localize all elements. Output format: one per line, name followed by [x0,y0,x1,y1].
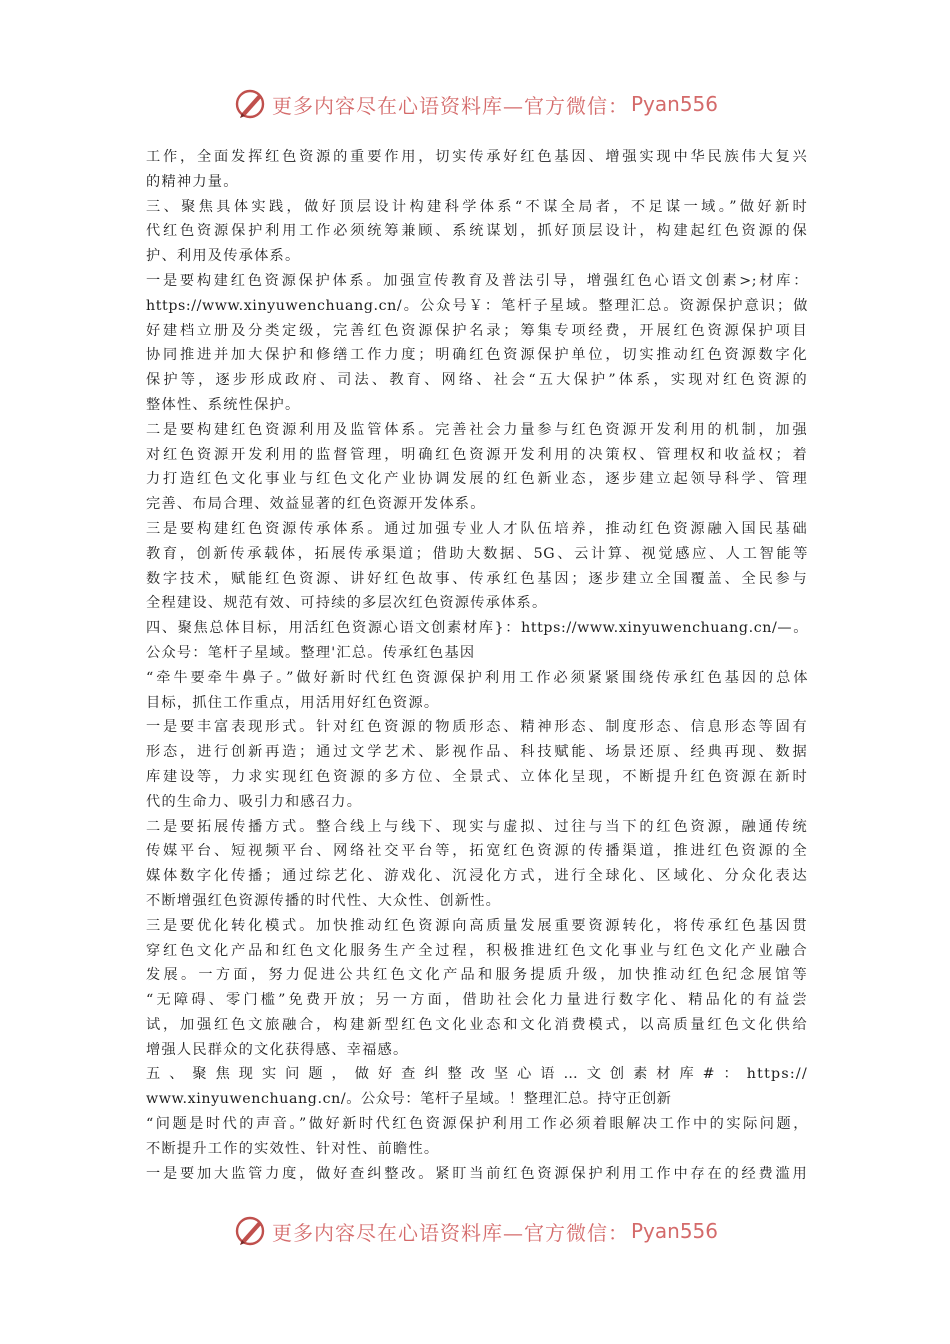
text-line: 五、聚焦现实问题，做好查纠整改坚心语…文创素材库#：https:// [146,1066,808,1083]
text-line: 一是要丰富表现形式。针对红色资源的物质形态、精神形态、制度形态、信息形态等固有 [146,719,808,736]
header-banner [0,84,950,124]
text-line: 不断增强红色资源传播的时代性、大众性、创新性。 [146,892,502,909]
document-body [146,145,808,1186]
text-line: 协同推进并加大保护和修缮工作力度；明确红色资源保护单位，切实推动红色资源数字化 [146,347,808,364]
text-line: 试，加强红色文旅融合，构建新型红色文化业态和文化消费模式，以高质量红色文化供给 [146,1016,808,1033]
text-line: 形态，进行创新再造；通过文学艺术、影视作品、科技赋能、场景还原、经典再现、数据 [146,744,808,761]
text-line: 护、利用及传承体系。 [146,248,301,265]
text-line: 整体性、系统性保护。 [146,396,301,413]
footer-banner-id: Pyan556 [630,1219,718,1243]
text-line: 穿红色文化产品和红色文化服务生产全过程，积极推进红色文化事业与红色文化产业融合 [146,942,808,959]
text-line: 数字技术，赋能红色资源、讲好红色故事、传承红色基因；逐步建立全国覆盖、全民参与 [146,570,808,587]
text-line: “牵牛要牵牛鼻子。”做好新时代红色资源保护利用工作必须紧紧围绕传承红色基因的总体 [146,669,808,686]
text-line: 二是要构建红色资源利用及监管体系。完善社会力量参与红色资源开发利用的机制，加强 [146,421,808,438]
text-line: 媒体数字化传播；通过综艺化、游戏化、沉浸化方式，进行全球化、区域化、分众化表达 [146,868,808,885]
text-line: https://www.xinyuwenchuang.cn/。公众号￥：笔杆子星域。整理汇总。资源保护意识；做 [146,297,808,314]
text-line: “无障碍、零门槛”免费开放；另一方面，借助社会化力量进行数字化、精品化的有益尝 [146,992,808,1009]
header-banner-id: Pyan556 [630,92,718,116]
text-line: “问题是时代的声音。”做好新时代红色资源保护利用工作必须着眼解决工作中的实际问题， [146,1116,808,1133]
pen-logo-icon [232,86,268,122]
text-line: 完善、布局合理、效益显著的红色资源开发体系。 [146,496,486,513]
text-line: 公众号：笔杆子星域。整理'汇总。传承红色基因 [146,644,476,661]
text-line: 一是要加大监管力度，做好查纠整改。紧盯当前红色资源保护利用工作中存在的经费滥用 [146,1165,808,1182]
text-line: 对红色资源开发利用的监督管理，明确红色资源开发利用的决策权、管理权和收益权；着 [146,446,808,463]
text-line: 代的生命力、吸引力和感召力。 [146,793,363,810]
text-line: 三、聚焦具体实践，做好顶层设计构建科学体系“不谋全局者，不足谋一域。”做好新时 [146,198,808,215]
text-line: 的精神力量。 [146,173,239,190]
text-line: 三是要优化转化模式。加快推动红色资源向高质量发展重要资源转化，将传承红色基因贯 [146,917,808,934]
text-line: 二是要拓展传播方式。整合线上与线下、现实与虚拟、过往与当下的红色资源，融通传统 [146,818,808,835]
text-line: 一是要构建红色资源保护体系。加强宣传教育及普法引导，增强红色心语文创素>;材库： [146,272,808,289]
text-line: www.xinyuwenchuang.cn/。公众号：笔杆子星域。！整理汇总。持守正创新 [146,1091,672,1108]
text-line: 代红色资源保护利用工作必须统筹兼顾、系统谋划，抓好顶层设计，构建起红色资源的保 [146,223,808,240]
text-line: 保护等，逐步形成政府、司法、教育、网络、社会“五大保护”体系，实现对红色资源的 [146,372,808,389]
text-line: 力打造红色文化事业与红色文化产业协调发展的红色新业态，逐步建立起领导科学、管理 [146,471,808,488]
text-line: 发展。一方面，努力促进公共红色文化产品和服务提质升级，加快推动红色纪念展馆等 [146,967,808,984]
footer-banner-text: 更多内容尽在心语资料库—官方微信： [271,1220,629,1245]
text-line: 库建设等，力求实现红色资源的多方位、全景式、立体化呈现，不断提升红色资源在新时 [146,768,808,785]
text-line: 全程建设、规范有效、可持续的多层次红色资源传承体系。 [146,595,548,612]
pen-logo-icon [232,1213,268,1249]
text-line: 工作，全面发挥红色资源的重要作用，切实传承好红色基因、增强实现中华民族伟大复兴 [146,149,808,165]
text-line: 传媒平台、短视频平台、网络社交平台等，拓宽红色资源的传播渠道，推进红色资源的全 [146,843,808,860]
text-line: 四、聚焦总体目标，用活红色资源心语文创素材库}：https://www.xinyuwenchuang.cn/—。 [146,620,808,637]
header-banner-text: 更多内容尽在心语资料库—官方微信： [271,93,629,118]
text-line: 目标，抓住工作重点，用活用好红色资源。 [146,694,440,711]
text-line: 好建档立册及分类定级，完善红色资源保护名录；筹集专项经费，开展红色资源保护项目 [146,322,808,339]
footer-banner [0,1211,950,1251]
text-line: 教育，创新传承载体，拓展传承渠道；借助大数据、5G、云计算、视觉感应、人工智能等 [146,545,808,562]
text-line: 三是要构建红色资源传承体系。通过加强专业人才队伍培养，推动红色资源融入国民基础 [146,520,808,537]
text-line: 不断提升工作的实效性、针对性、前瞻性。 [146,1140,440,1157]
text-line: 增强人民群众的文化获得感、幸福感。 [146,1041,409,1058]
